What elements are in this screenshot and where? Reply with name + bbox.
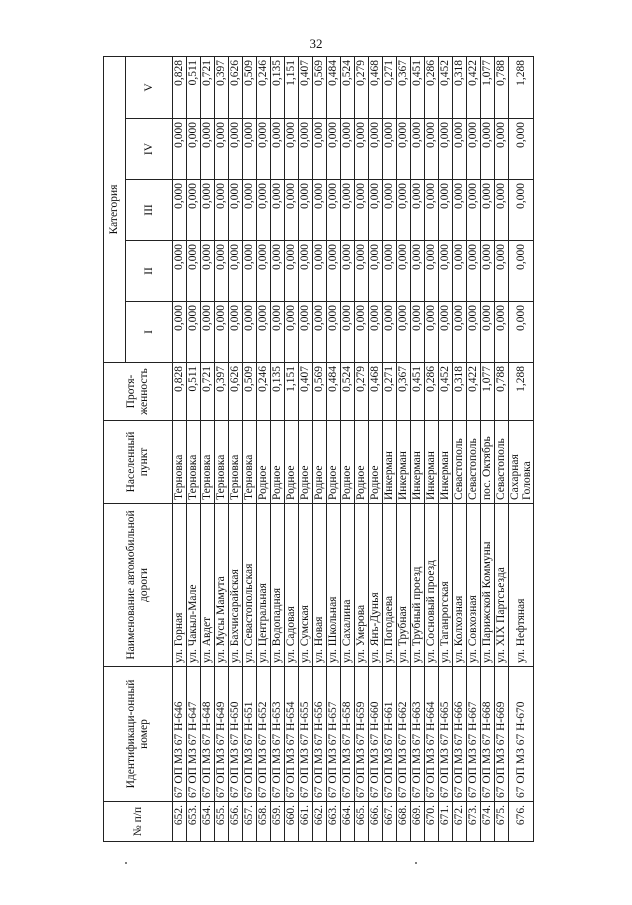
cell-id: 67 ОП МЗ 67 Н-646 [173, 667, 187, 802]
table-row [229, 56, 243, 841]
cell-name: ул. Сумская [299, 504, 313, 667]
cell-cat-5: 0,569 [313, 56, 327, 118]
cell-id: 67 ОП МЗ 67 Н-652 [257, 667, 271, 802]
cell-name: ул. Авдет [201, 504, 215, 667]
cell-cat-1: 0,000 [397, 302, 411, 363]
cell-length: 0,524 [341, 363, 355, 421]
cell-cat-2: 0,000 [439, 241, 453, 302]
cell-cat-3: 0,000 [173, 180, 187, 241]
cell-cat-1: 0,000 [411, 302, 425, 363]
table-row [257, 56, 271, 841]
cell-cat-4: 0,000 [495, 119, 509, 180]
cell-cat-2: 0,000 [397, 241, 411, 302]
cell-id: 67 ОП МЗ 67 Н-653 [271, 667, 285, 802]
table-row [271, 56, 285, 841]
cell-name: ул. XIX Партсъезда [495, 504, 509, 667]
cell-cat-2: 0,000 [229, 241, 243, 302]
cell-cat-3: 0,000 [397, 180, 411, 241]
cell-cat-5: 0,788 [495, 56, 509, 118]
cell-cat-4: 0,000 [229, 119, 243, 180]
cell-settlement: пос. Октябрь [481, 421, 495, 504]
table-row [243, 56, 257, 841]
table-row [481, 56, 495, 841]
cell-cat-1: 0,000 [453, 302, 467, 363]
table-row [439, 56, 453, 841]
cell-cat-2: 0,000 [327, 241, 341, 302]
cell-name: ул. Янъ-Дунья [369, 504, 383, 667]
header-id: Идентификаци-онный номер [104, 667, 173, 802]
page-number: 32 [309, 36, 323, 51]
cell-id: 67 ОП МЗ 67 Н-669 [495, 667, 509, 802]
cell-cat-3: 0,000 [187, 180, 201, 241]
cell-cat-4: 0,000 [187, 119, 201, 180]
cell-settlement: Родное [327, 421, 341, 504]
cell-cat-2: 0,000 [313, 241, 327, 302]
cell-cat-5: 0,828 [173, 56, 187, 118]
cell-cat-3: 0,000 [285, 180, 299, 241]
table-row [215, 56, 229, 841]
road-register-table [103, 56, 534, 842]
cell-cat-1: 0,000 [229, 302, 243, 363]
cell-length: 0,569 [313, 363, 327, 421]
cell-name: ул. Школьная [327, 504, 341, 667]
cell-name: ул. Нефтяная [509, 504, 534, 667]
cell-cat-4: 0,000 [481, 119, 495, 180]
cell-cat-2: 0,000 [495, 241, 509, 302]
table-row [285, 56, 299, 841]
cell-cat-3: 0,000 [425, 180, 439, 241]
cell-cat-5: 1,151 [285, 56, 299, 118]
cell-cat-3: 0,000 [369, 180, 383, 241]
cell-settlement: Терновка [201, 421, 215, 504]
cell-cat-2: 0,000 [467, 241, 481, 302]
cell-cat-3: 0,000 [341, 180, 355, 241]
table-row [411, 56, 425, 841]
table-body [173, 56, 534, 841]
table-row [299, 56, 313, 841]
cell-cat-4: 0,000 [425, 119, 439, 180]
cell-name: ул. Таганрогская [439, 504, 453, 667]
cell-cat-4: 0,000 [439, 119, 453, 180]
cell-num: 663. [327, 802, 341, 842]
cell-cat-3: 0,000 [383, 180, 397, 241]
cell-length: 1,077 [481, 363, 495, 421]
cell-name: ул. Водопадная [271, 504, 285, 667]
cell-cat-5: 0,422 [467, 56, 481, 118]
cell-name: ул. Совхозная [467, 504, 481, 667]
cell-cat-5: 1,077 [481, 56, 495, 118]
cell-settlement: Родное [355, 421, 369, 504]
cell-num: 656. [229, 802, 243, 842]
cell-length: 0,286 [425, 363, 439, 421]
cell-name: ул. Умерова [355, 504, 369, 667]
cell-name: ул. Погодаева [383, 504, 397, 667]
cell-cat-2: 0,000 [173, 241, 187, 302]
cell-length: 1,151 [285, 363, 299, 421]
cell-name: ул. Колхозная [453, 504, 467, 667]
cell-cat-4: 0,000 [271, 119, 285, 180]
rotated-table-area [103, 57, 533, 842]
cell-num: 674. [481, 802, 495, 842]
cell-length: 0,407 [299, 363, 313, 421]
cell-id: 67 ОП МЗ 67 Н-667 [467, 667, 481, 802]
cell-length: 0,279 [355, 363, 369, 421]
cell-id: 67 ОП МЗ 67 Н-657 [327, 667, 341, 802]
scan-dot [125, 862, 127, 864]
table-row [425, 56, 439, 841]
cell-num: 655. [215, 802, 229, 842]
cell-cat-1: 0,000 [327, 302, 341, 363]
cell-cat-5: 0,271 [383, 56, 397, 118]
cell-cat-4: 0,000 [257, 119, 271, 180]
cell-cat-3: 0,000 [467, 180, 481, 241]
cell-cat-5: 0,468 [369, 56, 383, 118]
cell-name: ул. Трубная [397, 504, 411, 667]
cell-cat-4: 0,000 [369, 119, 383, 180]
cell-id: 67 ОП МЗ 67 Н-662 [397, 667, 411, 802]
cell-num: 661. [299, 802, 313, 842]
cell-cat-2: 0,000 [215, 241, 229, 302]
cell-name: ул. Трубный проезд [411, 504, 425, 667]
cell-num: 659. [271, 802, 285, 842]
cell-cat-1: 0,000 [285, 302, 299, 363]
cell-cat-5: 0,397 [215, 56, 229, 118]
cell-num: 657. [243, 802, 257, 842]
cell-cat-1: 0,000 [313, 302, 327, 363]
cell-cat-1: 0,000 [243, 302, 257, 363]
table-header [104, 56, 173, 841]
table-row [397, 56, 411, 841]
cell-name: ул. Севастопольская [243, 504, 257, 667]
cell-id: 67 ОП МЗ 67 Н-650 [229, 667, 243, 802]
cell-cat-2: 0,000 [187, 241, 201, 302]
cell-length: 0,484 [327, 363, 341, 421]
cell-id: 67 ОП МЗ 67 Н-666 [453, 667, 467, 802]
cell-cat-3: 0,000 [313, 180, 327, 241]
header-cat-1: I [126, 302, 173, 363]
cell-settlement: Севастополь [495, 421, 509, 504]
cell-cat-1: 0,000 [425, 302, 439, 363]
cell-cat-5: 0,367 [397, 56, 411, 118]
cell-cat-4: 0,000 [299, 119, 313, 180]
cell-cat-5: 0,452 [439, 56, 453, 118]
table-row [313, 56, 327, 841]
cell-settlement: Родное [285, 421, 299, 504]
cell-num: 673. [467, 802, 481, 842]
cell-settlement: Родное [341, 421, 355, 504]
cell-id: 67 ОП МЗ 67 Н-649 [215, 667, 229, 802]
cell-length: 0,788 [495, 363, 509, 421]
cell-cat-3: 0,000 [355, 180, 369, 241]
cell-cat-1: 0,000 [173, 302, 187, 363]
cell-settlement: Севастополь [467, 421, 481, 504]
cell-num: 668. [397, 802, 411, 842]
cell-cat-3: 0,000 [215, 180, 229, 241]
cell-cat-5: 0,451 [411, 56, 425, 118]
cell-cat-2: 0,000 [383, 241, 397, 302]
table-row [369, 56, 383, 841]
cell-cat-3: 0,000 [481, 180, 495, 241]
cell-cat-4: 0,000 [383, 119, 397, 180]
cell-cat-3: 0,000 [257, 180, 271, 241]
cell-num: 664. [341, 802, 355, 842]
cell-length: 0,367 [397, 363, 411, 421]
cell-cat-1: 0,000 [355, 302, 369, 363]
cell-cat-3: 0,000 [299, 180, 313, 241]
cell-settlement: Родное [271, 421, 285, 504]
cell-cat-4: 0,000 [201, 119, 215, 180]
cell-cat-5: 0,246 [257, 56, 271, 118]
cell-cat-1: 0,000 [495, 302, 509, 363]
cell-cat-4: 0,000 [173, 119, 187, 180]
rotated-table-container [103, 57, 533, 842]
cell-cat-4: 0,000 [453, 119, 467, 180]
cell-num: 652. [173, 802, 187, 842]
cell-cat-3: 0,000 [201, 180, 215, 241]
cell-cat-2: 0,000 [481, 241, 495, 302]
cell-length: 0,422 [467, 363, 481, 421]
cell-name: ул. Центральная [257, 504, 271, 667]
cell-length: 0,135 [271, 363, 285, 421]
cell-cat-2: 0,000 [285, 241, 299, 302]
cell-cat-3: 0,000 [271, 180, 285, 241]
cell-num: 654. [201, 802, 215, 842]
cell-num: 672. [453, 802, 467, 842]
cell-length: 0,452 [439, 363, 453, 421]
cell-length: 0,397 [215, 363, 229, 421]
cell-id: 67 ОП МЗ 67 Н-651 [243, 667, 257, 802]
cell-cat-5: 0,279 [355, 56, 369, 118]
cell-settlement: Родное [369, 421, 383, 504]
cell-cat-3: 0,000 [453, 180, 467, 241]
cell-cat-1: 0,000 [369, 302, 383, 363]
header-cat-3: III [126, 180, 173, 241]
cell-cat-4: 0,000 [243, 119, 257, 180]
cell-cat-2: 0,000 [509, 241, 534, 302]
cell-settlement: Инкерман [411, 421, 425, 504]
cell-settlement: Терновка [243, 421, 257, 504]
table-row [495, 56, 509, 841]
header-name: Наименование автомобильной дороги [104, 504, 173, 667]
cell-cat-5: 1,288 [509, 56, 534, 118]
cell-cat-1: 0,000 [215, 302, 229, 363]
cell-id: 67 ОП МЗ 67 Н-648 [201, 667, 215, 802]
cell-num: 666. [369, 802, 383, 842]
cell-cat-5: 0,511 [187, 56, 201, 118]
cell-cat-2: 0,000 [425, 241, 439, 302]
cell-cat-2: 0,000 [201, 241, 215, 302]
cell-name: ул. Сосновый проезд [425, 504, 439, 667]
cell-name: ул. Новая [313, 504, 327, 667]
cell-cat-3: 0,000 [495, 180, 509, 241]
cell-name: ул. Чакыл-Мале [187, 504, 201, 667]
header-cat-4: IV [126, 119, 173, 180]
table-row [201, 56, 215, 841]
cell-cat-4: 0,000 [215, 119, 229, 180]
cell-settlement: Терновка [173, 421, 187, 504]
cell-length: 0,828 [173, 363, 187, 421]
cell-length: 0,509 [243, 363, 257, 421]
cell-settlement: Терновка [229, 421, 243, 504]
cell-cat-2: 0,000 [243, 241, 257, 302]
cell-cat-1: 0,000 [481, 302, 495, 363]
cell-cat-3: 0,000 [411, 180, 425, 241]
scan-dot [415, 862, 417, 864]
cell-num: 653. [187, 802, 201, 842]
cell-cat-2: 0,000 [355, 241, 369, 302]
cell-name: ул. Парижской Коммуны [481, 504, 495, 667]
cell-cat-3: 0,000 [327, 180, 341, 241]
cell-num: 662. [313, 802, 327, 842]
cell-cat-5: 0,135 [271, 56, 285, 118]
cell-cat-5: 0,286 [425, 56, 439, 118]
table-row [453, 56, 467, 841]
cell-cat-2: 0,000 [453, 241, 467, 302]
cell-cat-2: 0,000 [341, 241, 355, 302]
cell-num: 667. [383, 802, 397, 842]
cell-cat-1: 0,000 [341, 302, 355, 363]
cell-settlement: Сахарная Головка [509, 421, 534, 504]
header-settlement: Населенный пункт [104, 421, 173, 504]
cell-cat-5: 0,524 [341, 56, 355, 118]
cell-cat-3: 0,000 [439, 180, 453, 241]
cell-name: ул. Садовая [285, 504, 299, 667]
cell-cat-1: 0,000 [383, 302, 397, 363]
cell-length: 0,468 [369, 363, 383, 421]
cell-settlement: Инкерман [383, 421, 397, 504]
cell-length: 0,626 [229, 363, 243, 421]
table-row [467, 56, 481, 841]
cell-settlement: Родное [313, 421, 327, 504]
table-row [509, 56, 534, 841]
cell-cat-5: 0,509 [243, 56, 257, 118]
cell-settlement: Инкерман [425, 421, 439, 504]
table-row [173, 56, 187, 841]
cell-id: 67 ОП МЗ 67 Н-663 [411, 667, 425, 802]
cell-length: 1,288 [509, 363, 534, 421]
cell-cat-4: 0,000 [397, 119, 411, 180]
cell-cat-1: 0,000 [201, 302, 215, 363]
cell-id: 67 ОП МЗ 67 Н-665 [439, 667, 453, 802]
cell-num: 671. [439, 802, 453, 842]
cell-cat-1: 0,000 [439, 302, 453, 363]
cell-cat-3: 0,000 [243, 180, 257, 241]
cell-settlement: Терновка [215, 421, 229, 504]
cell-id: 67 ОП МЗ 67 Н-664 [425, 667, 439, 802]
cell-id: 67 ОП МЗ 67 Н-656 [313, 667, 327, 802]
cell-cat-1: 0,000 [467, 302, 481, 363]
table-row [341, 56, 355, 841]
cell-cat-1: 0,000 [299, 302, 313, 363]
cell-id: 67 ОП МЗ 67 Н-658 [341, 667, 355, 802]
cell-cat-5: 0,318 [453, 56, 467, 118]
cell-num: 676. [509, 802, 534, 842]
cell-cat-1: 0,000 [271, 302, 285, 363]
cell-cat-1: 0,000 [509, 302, 534, 363]
cell-cat-3: 0,000 [509, 180, 534, 241]
cell-cat-4: 0,000 [285, 119, 299, 180]
cell-id: 67 ОП МЗ 67 Н-659 [355, 667, 369, 802]
cell-num: 669. [411, 802, 425, 842]
table-row [187, 56, 201, 841]
cell-cat-2: 0,000 [411, 241, 425, 302]
cell-name: ул. Бахчисарайская [229, 504, 243, 667]
header-num: № п/п [104, 802, 173, 842]
cell-settlement: Инкерман [397, 421, 411, 504]
cell-id: 67 ОП МЗ 67 Н-660 [369, 667, 383, 802]
cell-settlement: Севастополь [453, 421, 467, 504]
cell-settlement: Терновка [187, 421, 201, 504]
cell-cat-4: 0,000 [467, 119, 481, 180]
cell-length: 0,246 [257, 363, 271, 421]
cell-id: 67 ОП МЗ 67 Н-661 [383, 667, 397, 802]
cell-cat-5: 0,407 [299, 56, 313, 118]
table-row [355, 56, 369, 841]
cell-settlement: Инкерман [439, 421, 453, 504]
cell-cat-4: 0,000 [327, 119, 341, 180]
cell-num: 660. [285, 802, 299, 842]
cell-name: ул. Мусы Мамута [215, 504, 229, 667]
header-length: Протя-женность [104, 363, 173, 421]
header-cat-2: II [126, 241, 173, 302]
table-row [327, 56, 341, 841]
cell-cat-4: 0,000 [411, 119, 425, 180]
cell-cat-4: 0,000 [509, 119, 534, 180]
cell-length: 0,451 [411, 363, 425, 421]
cell-cat-4: 0,000 [355, 119, 369, 180]
cell-cat-2: 0,000 [299, 241, 313, 302]
table-row [383, 56, 397, 841]
cell-cat-3: 0,000 [229, 180, 243, 241]
cell-cat-5: 0,484 [327, 56, 341, 118]
cell-length: 0,511 [187, 363, 201, 421]
cell-settlement: Родное [299, 421, 313, 504]
cell-cat-4: 0,000 [341, 119, 355, 180]
cell-num: 658. [257, 802, 271, 842]
cell-cat-1: 0,000 [257, 302, 271, 363]
cell-cat-4: 0,000 [313, 119, 327, 180]
cell-name: ул. Сахалина [341, 504, 355, 667]
cell-cat-5: 0,721 [201, 56, 215, 118]
cell-id: 67 ОП МЗ 67 Н-655 [299, 667, 313, 802]
cell-id: 67 ОП МЗ 67 Н-670 [509, 667, 534, 802]
header-category: Категория [104, 56, 126, 362]
cell-name: ул. Горная [173, 504, 187, 667]
cell-cat-2: 0,000 [271, 241, 285, 302]
cell-settlement: Родное [257, 421, 271, 504]
cell-num: 665. [355, 802, 369, 842]
cell-length: 0,318 [453, 363, 467, 421]
cell-cat-2: 0,000 [369, 241, 383, 302]
cell-num: 675. [495, 802, 509, 842]
cell-length: 0,271 [383, 363, 397, 421]
cell-id: 67 ОП МЗ 67 Н-654 [285, 667, 299, 802]
cell-id: 67 ОП МЗ 67 Н-668 [481, 667, 495, 802]
cell-cat-1: 0,000 [187, 302, 201, 363]
cell-num: 670. [425, 802, 439, 842]
cell-cat-5: 0,626 [229, 56, 243, 118]
cell-cat-2: 0,000 [257, 241, 271, 302]
header-cat-5: V [126, 56, 173, 118]
cell-length: 0,721 [201, 363, 215, 421]
cell-id: 67 ОП МЗ 67 Н-647 [187, 667, 201, 802]
